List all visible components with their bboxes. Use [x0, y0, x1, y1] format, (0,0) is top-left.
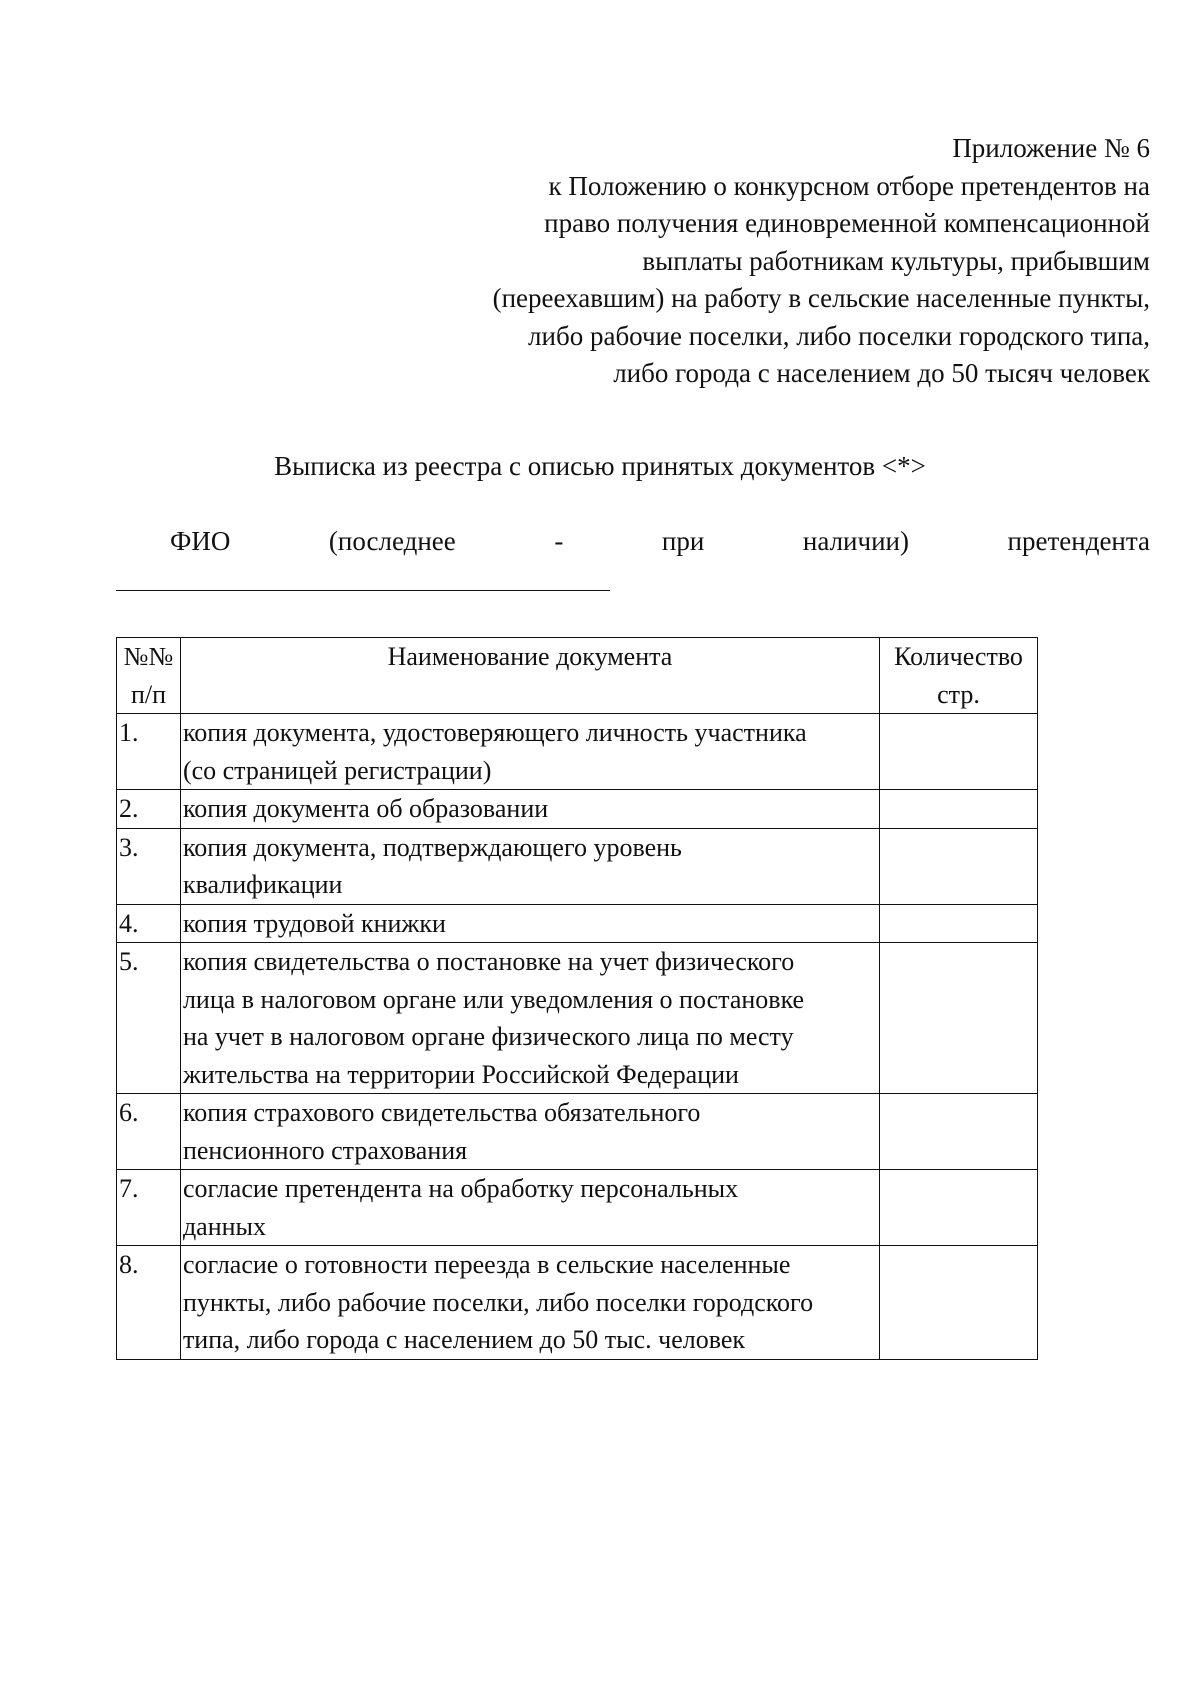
row-page-count [880, 828, 1038, 904]
row-number: 2. [117, 790, 181, 829]
header-number [117, 638, 181, 714]
row-name-line: копия документа, удостоверяющего личность участника [182, 718, 807, 747]
header-count-line: стр. [937, 679, 980, 709]
row-name-line: на учет в налоговом органе физического лица по месту [182, 1022, 794, 1051]
row-number: 3. [117, 828, 181, 904]
table-row [117, 904, 1038, 943]
fio-label-row [170, 523, 1150, 560]
table-row [117, 790, 1038, 829]
fio-word: претендента [1007, 526, 1150, 556]
fio-fill-line [116, 590, 610, 591]
header-page-count [880, 638, 1038, 714]
row-page-count [880, 714, 1038, 790]
appendix-line: выплаты работникам культуры, прибывшим [642, 245, 1150, 276]
row-name-line: копия свидетельства о постановке на учет физического [182, 947, 795, 976]
row-name-line: данных [182, 1211, 267, 1241]
row-page-count [880, 1246, 1038, 1360]
row-name-line: квалификации [182, 870, 343, 899]
row-document-name [180, 1170, 879, 1246]
appendix-line: Приложение № 6 [952, 133, 1150, 163]
row-name-line: пенсионного страхования [182, 1135, 468, 1165]
header-number-line: №№ [123, 642, 174, 671]
row-name-line: копия документа, подтверждающего уровень [182, 832, 682, 862]
fio-word: наличии) [802, 526, 909, 556]
row-document-name [180, 943, 879, 1094]
header-document-name: Наименование документа [180, 638, 879, 714]
table-row [117, 828, 1038, 904]
table-row [117, 1170, 1038, 1246]
appendix-line: либо города с населением до 50 тысяч человек [613, 358, 1150, 388]
row-page-count [880, 1094, 1038, 1170]
row-page-count [880, 790, 1038, 829]
row-number: 1. [117, 714, 181, 790]
row-number: 7. [117, 1170, 181, 1246]
table-row [117, 1246, 1038, 1360]
appendix-line: право получения единовременной компенсационной [544, 208, 1150, 238]
row-name-line: типа, либо города с населением до 50 тыс. человек [182, 1325, 746, 1354]
row-page-count [880, 943, 1038, 1094]
table-row [117, 714, 1038, 790]
row-number: 5. [117, 943, 181, 1094]
row-page-count [880, 904, 1038, 943]
table-row [117, 1094, 1038, 1170]
row-document-name [180, 1246, 879, 1360]
row-document-name [180, 714, 879, 790]
row-document-name [180, 828, 879, 904]
fio-word: (последнее [328, 526, 456, 556]
row-name-line: (со страницей регистрации) [182, 755, 492, 785]
row-page-count [880, 1170, 1038, 1246]
row-number: 8. [117, 1246, 181, 1360]
row-name-line: пункты, либо рабочие поселки, либо поселки городского [182, 1287, 814, 1317]
row-name-line: копия трудовой книжки [182, 908, 446, 938]
row-document-name [180, 790, 879, 829]
header-count-line: Количество [894, 642, 1023, 671]
document-title: Выписка из реестра с описью принятых документов <*> [274, 451, 926, 481]
fio-word: ФИО [170, 526, 231, 556]
row-document-name [180, 904, 879, 943]
header-number-line: п/п [130, 679, 166, 709]
row-name-line: согласие претендента на обработку персональных [182, 1174, 739, 1203]
row-document-name [180, 1094, 879, 1170]
row-name-line: лица в налоговом органе или уведомления о постановке [182, 984, 805, 1014]
appendix-line: (переехавшим) на работу в сельские населенные пункты, [492, 283, 1150, 313]
row-name-line: согласие о готовности переезда в сельские населенные [182, 1250, 791, 1279]
row-number: 4. [117, 904, 181, 943]
appendix-line: либо рабочие поселки, либо поселки городского типа, [528, 320, 1150, 351]
row-name-line: копия документа об образовании [182, 794, 549, 823]
appendix-header [430, 130, 1150, 393]
row-number: 6. [117, 1094, 181, 1170]
table-header-row [117, 638, 1038, 714]
documents-table [116, 637, 1038, 1360]
fio-word: при [661, 526, 705, 556]
row-name-line: копия страхового свидетельства обязательного [182, 1098, 701, 1127]
row-name-line: жительства на территории Российской Федерации [182, 1059, 739, 1089]
fio-word: - [554, 526, 564, 556]
table-row [117, 943, 1038, 1094]
appendix-line: к Положению о конкурсном отборе претендентов на [548, 170, 1150, 201]
